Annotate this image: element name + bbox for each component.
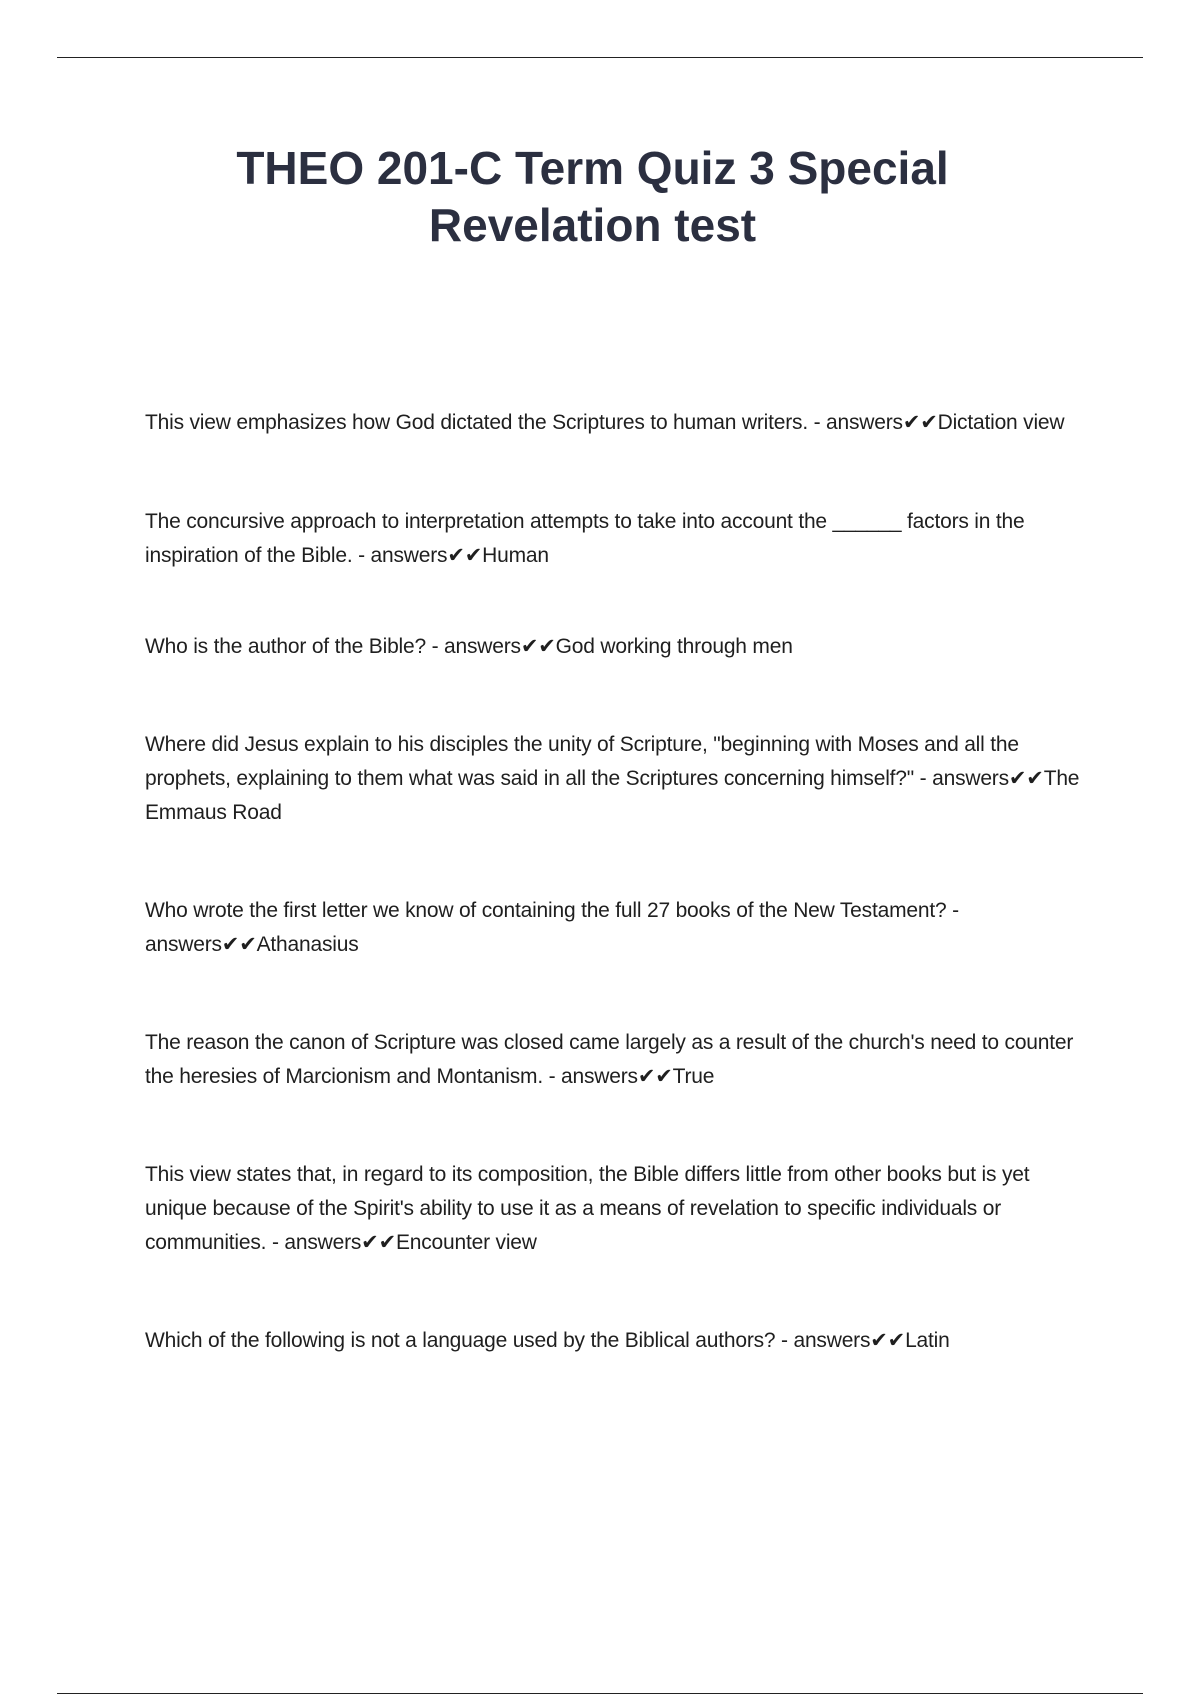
question-text: This view states that, in regard to its composition, the Bible differs little from other books but is yet unique because of the Spirit's ability to use it as a means of revelation to specific individuals or communities. (145, 1163, 1030, 1254)
question-text: Who is the author of the Bible? (145, 635, 426, 658)
qa-item (145, 630, 1095, 664)
question-answer-list (145, 406, 1095, 1358)
answer-text: God working through men (555, 635, 793, 658)
answer-text: Dictation view (937, 411, 1065, 434)
answer-separator: - answers✔✔ (425, 635, 556, 658)
answer-separator: - answers✔✔ (775, 1329, 906, 1352)
page-title-line-1: THEO 201-C Term Quiz 3 Special (236, 142, 949, 194)
answer-separator: - answers✔✔ (914, 767, 1044, 790)
question-text: The concursive approach to interpretation attempts to take into account the ______ factors in the inspiration of the Bible. (145, 510, 1025, 567)
answer-text: Encounter view (395, 1231, 537, 1254)
answer-separator: - answers✔✔ (542, 1065, 673, 1088)
qa-item (145, 894, 1095, 962)
question-text: Which of the following is not a language used by the Biblical authors? (145, 1329, 776, 1352)
top-divider (57, 57, 1143, 58)
answer-separator: - answers✔✔ (807, 411, 938, 434)
answer-text: Athanasius (256, 933, 359, 956)
bottom-divider (57, 1693, 1143, 1694)
answer-text: The Emmaus Road (145, 767, 1080, 824)
question-text: Who wrote the first letter we know of containing the full 27 books of the New Testament? (145, 899, 947, 922)
answer-text: Latin (905, 1329, 950, 1352)
answer-separator: - answers✔✔ (352, 544, 483, 567)
answer-text: Human (482, 544, 549, 567)
qa-item (145, 1324, 1095, 1358)
qa-item (145, 505, 1095, 573)
question-text: The reason the canon of Scripture was closed came largely as a result of the church's need to counter the heresies of Marcionism and Montanism. (145, 1031, 1074, 1088)
qa-item (145, 1026, 1095, 1094)
qa-item (145, 728, 1095, 830)
answer-separator: - answers✔✔ (145, 899, 959, 956)
question-text: Where did Jesus explain to his disciples the unity of Scripture, "beginning with Moses and all the prophets, explaining to them what was said in all the Scriptures concerning himself?" (145, 733, 1019, 790)
page-title (0, 140, 1185, 254)
qa-item (145, 1158, 1095, 1260)
answer-separator: - answers✔✔ (266, 1231, 396, 1254)
question-text: This view emphasizes how God dictated the Scriptures to human writers. (145, 411, 808, 434)
qa-item (145, 406, 1095, 440)
page-title-line-2: Revelation test (428, 199, 757, 251)
answer-text: True (672, 1065, 715, 1088)
